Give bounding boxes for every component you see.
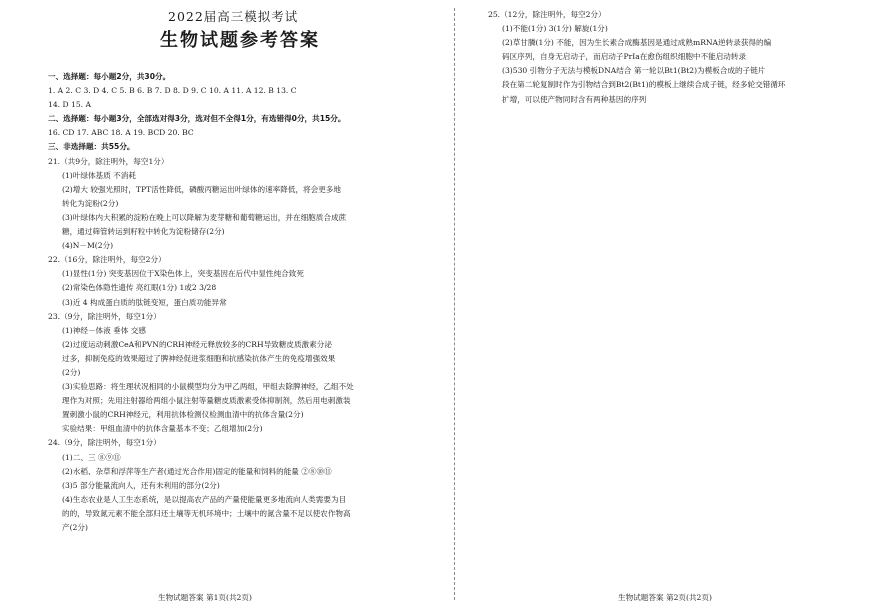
answer-line: 21.（共9分，除注明外，每空1分） xyxy=(48,156,169,166)
answer-line: 22.（16分，除注明外，每空2分） xyxy=(48,255,166,265)
answer-line: 转化为淀粉(2分) xyxy=(62,198,119,208)
answer-line: (3)叶绿体内大积累的淀粉在晚上可以降解为麦芽糖和葡萄糖运出，并在细胞质合成蔗 xyxy=(62,212,347,222)
page-divider xyxy=(454,8,455,600)
answer-line: 23.（9分，除注明外，每空1分） xyxy=(48,311,161,321)
section-heading: 三、非选择题：共55分。 xyxy=(48,142,135,152)
answer-line: (1)不能(1分) 3(1分) 解旋(1分) xyxy=(502,24,608,34)
answer-line: 扩增，可以使产物同时含有两种基因的序列 xyxy=(502,94,647,104)
answer-line: (4)N－M(2分) xyxy=(62,241,114,251)
answer-line: 理作为对照；先用注射器给两组小鼠注射等量糖皮质激素受体抑制剂，然后用电刺激装 xyxy=(62,396,351,406)
exam-title: 2022届高三模拟考试 xyxy=(168,9,299,24)
answer-line: (1)显性(1分) 突变基因位于X染色体上，突变基因在后代中显性纯合致死 xyxy=(62,269,304,279)
answer-page-2 xyxy=(488,0,818,615)
document-title: 生物试题参考答案 xyxy=(160,30,320,51)
answer-line: 1. A 2. C 3. D 4. C 5. B 6. B 7. D 8. D 9. C 10. A 11. A 12. B 13. C xyxy=(48,86,297,96)
section-heading: 二、选择题：每小题3分，全部选对得3分，选对但不全得1分，有选错得0分，共15分。 xyxy=(48,114,346,124)
answer-line: (3)5 部分能量流向人，还有未利用的部分(2分) xyxy=(62,480,220,490)
answer-line: 置刺激小鼠的CRH神经元，利用抗体检测仪检测血清中的抗体含量(2分) xyxy=(62,410,304,420)
answer-line: 产(2分) xyxy=(62,523,88,532)
answer-line: 段在第二轮复制时作为引物结合到Bt2(Bt1)的模板上继续合成子链，经多轮交错循环 xyxy=(502,80,786,90)
answer-line: (2)过度运动刺激CeA和PVN的CRH神经元释放较多的CRH导致糖皮质激素分泌 xyxy=(62,339,332,349)
answer-line: (2分) xyxy=(62,367,81,377)
answer-line: (1)叶绿体基质 不消耗 xyxy=(62,170,136,180)
answer-line: 码区序列，自身无启动子，而启动子PrIa在愈伤组织细胞中不能启动转录 xyxy=(502,52,747,62)
page-1-body xyxy=(48,70,428,535)
answer-page-1 xyxy=(48,0,428,615)
page-2-footer: 生物试题答案 第2页(共2页) xyxy=(618,592,712,602)
answer-line: 的的，导致氮元素不能全部归还土壤等无机环境中；土壤中的氮含量不足以使农作物高 xyxy=(62,508,351,518)
answer-line: (2)水稻、杂草和浮萍等生产者(通过光合作用)固定的能量和饲料的能量 ②⑧⑩⑪ xyxy=(62,466,332,476)
answer-line: 糖，通过筛管转运到籽粒中转化为淀粉储存(2分) xyxy=(62,227,225,237)
answer-line: (3)近 4 构成蛋白质的肽链变短，蛋白质功能异常 xyxy=(62,297,227,307)
answer-line: (1)二、三 ⑧⑨⑪ xyxy=(62,452,121,462)
answer-line: 实验结果：甲组血清中的抗体含量基本不变；乙组增加(2分) xyxy=(62,424,263,434)
answer-line: 14. D 15. A xyxy=(48,100,91,110)
answer-line: (3)实验思路：将生理状况相同的小鼠模型均分为甲乙两组，甲组去除脾神经，乙组不处 xyxy=(62,382,354,392)
answer-line: (4)生态农业是人工生态系统，是以提高农产品的产量使能量更多地流向人类需要为目 xyxy=(62,494,347,504)
section-heading: 一、选择题：每小题2分，共30分。 xyxy=(48,72,171,81)
answer-line: (1)神经－体液 垂体 交感 xyxy=(62,325,146,335)
answer-line: 过多，抑制免疫的效果超过了脾神经促进浆细胞和抗感染抗体产生的免疫增强效果 xyxy=(62,353,336,363)
page-1-footer: 生物试题答案 第1页(共2页) xyxy=(158,592,252,602)
answer-line: (2)草甘膦(1分) 不能，因为生长素合成酶基因是通过成熟mRNA逆转录获得的编 xyxy=(502,38,772,48)
answer-line: 25.（12分，除注明外，每空2分） xyxy=(488,10,606,19)
answer-line: 24.（9分，除注明外，每空1分） xyxy=(48,438,161,448)
answer-line: (2)常染色体隐性遗传 亮红眼(1分) 1或2 3/28 xyxy=(62,283,217,293)
answer-line: 16. CD 17. ABC 18. A 19. BCD 20. BC xyxy=(48,128,194,138)
answer-line: (2)增大 较强光照时，TPT活性降低，磷酸丙糖运出叶绿体的速率降低，将会更多地 xyxy=(62,184,341,194)
answer-line: (3)530 引物分子无法与模板DNA结合 第一轮以Bt1(Bt2)为模板合成的子链片 xyxy=(502,66,766,76)
page-2-body xyxy=(488,8,828,107)
